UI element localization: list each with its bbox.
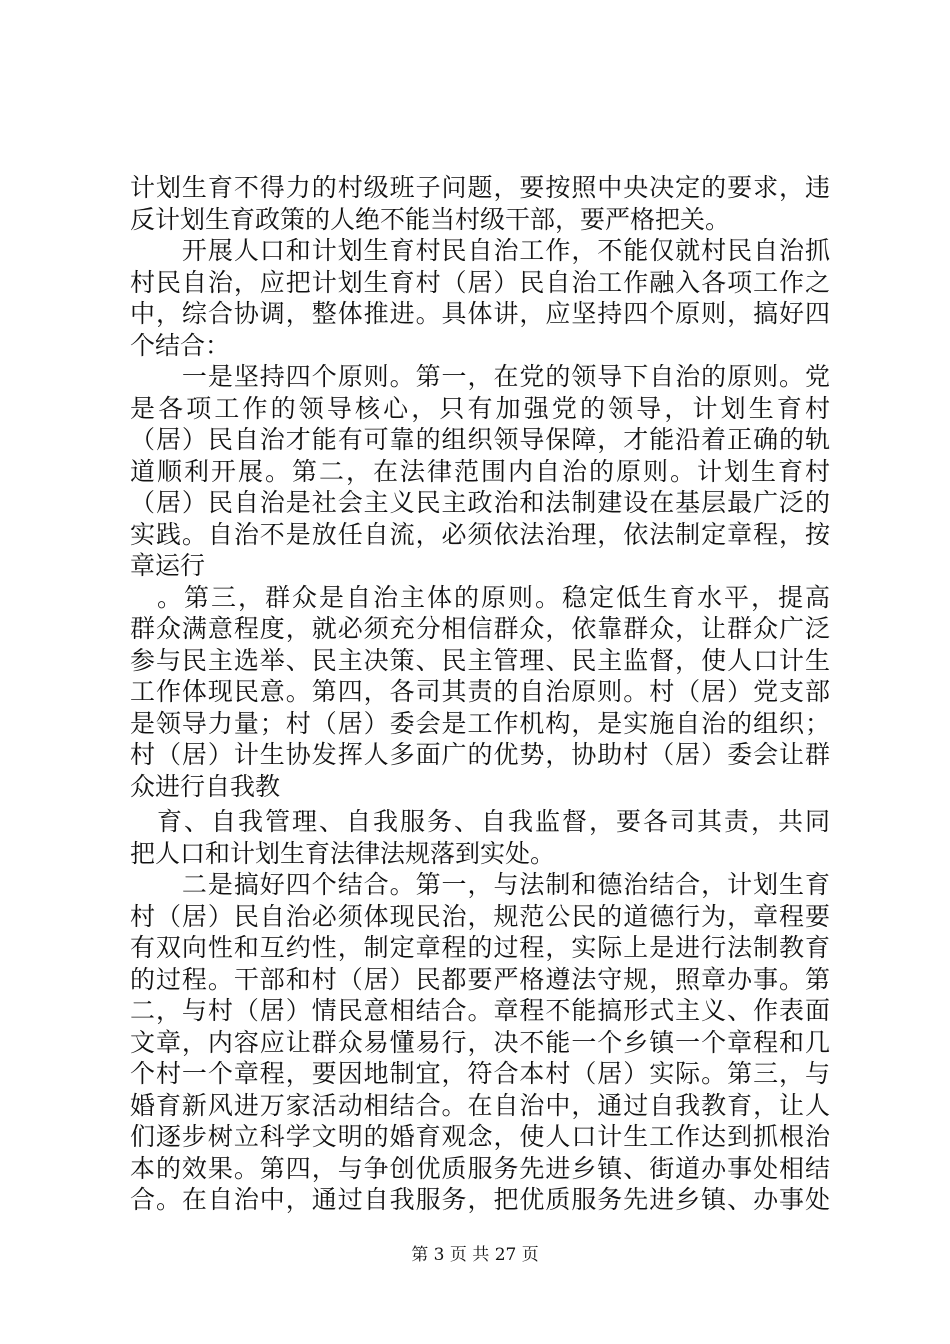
text-line-16: 参与民主选举、民主决策、民主管理、民主监督，使人口计生 bbox=[130, 645, 830, 675]
text-line-18: 是领导力量；村（居）委会是工作机构，是实施自治的组织； bbox=[130, 708, 830, 738]
text-line-12: 实践。自治不是放任自流，必须依法治理，依法制定章程，按 bbox=[130, 519, 830, 549]
text-line-24: 村（居）民自治必须体现民治，规范公民的道德行为，章程要 bbox=[130, 901, 830, 931]
text-line-14: 。第三，群众是自治主体的原则。稳定低生育水平，提高 bbox=[130, 582, 830, 612]
text-line-11: （居）民自治是社会主义民主政治和法制建设在基层最广泛的 bbox=[130, 488, 830, 517]
text-line-15: 群众满意程度，就必须充分相信群众，依靠群众，让群众广泛 bbox=[130, 614, 830, 643]
text-line-7: 一是坚持四个原则。第一，在党的领导下自治的原则。党 bbox=[130, 362, 830, 391]
text-line-19: 村（居）计生协发挥人多面广的优势，协助村（居）委会让群 bbox=[130, 740, 830, 769]
page-number-footer: 第 3 页 共 27 页 bbox=[411, 1245, 539, 1265]
text-line-28: 文章，内容应让群众易懂易行，决不能一个乡镇一个章程和几 bbox=[130, 1027, 830, 1057]
text-line-22: 把人口和计划生育法律法规落到实处。 bbox=[130, 838, 556, 868]
text-line-4: 村民自治，应把计划生育村（居）民自治工作融入各项工作之 bbox=[130, 267, 830, 297]
text-line-32: 本的效果。第四，与争创优质服务先进乡镇、街道办事处相结 bbox=[130, 1153, 830, 1183]
text-line-31: 们逐步树立科学文明的婚育观念，使人口计生工作达到抓根治 bbox=[130, 1122, 830, 1151]
text-line-26: 的过程。干部和村（居）民都要严格遵法守规，照章办事。第 bbox=[130, 964, 830, 994]
text-line-29: 个村一个章程，要因地制宜，符合本村（居）实际。第三，与 bbox=[130, 1059, 830, 1088]
text-line-30: 婚育新风进万家活动相结合。在自治中，通过自我教育，让人 bbox=[130, 1090, 830, 1120]
text-line-6: 个结合： bbox=[130, 330, 231, 360]
text-line-10: 道顺利开展。第二，在法律范围内自治的原则。计划生育村 bbox=[130, 456, 830, 486]
text-line-33: 合。在自治中，通过自我服务，把优质服务先进乡镇、办事处 bbox=[130, 1185, 830, 1214]
text-line-23: 二是搞好四个结合。第一，与法制和德治结合，计划生育 bbox=[130, 870, 830, 899]
text-line-27: 二，与村（居）情民意相结合。章程不能搞形式主义、作表面 bbox=[130, 996, 830, 1025]
text-line-21: 育、自我管理、自我服务、自我监督，要各司其责，共同 bbox=[130, 807, 830, 836]
text-line-25: 有双向性和互约性，制定章程的过程，实际上是进行法制教育 bbox=[130, 933, 830, 962]
text-line-9: （居）民自治才能有可靠的组织领导保障，才能沿着正确的轨 bbox=[130, 425, 830, 454]
text-line-2: 反计划生育政策的人绝不能当村级干部，要严格把关。 bbox=[130, 204, 731, 234]
text-line-8: 是各项工作的领导核心，只有加强党的领导，计划生育村 bbox=[130, 393, 830, 423]
text-line-13: 章运行 bbox=[130, 551, 206, 580]
text-line-5: 中，综合协调，整体推进。具体讲，应坚持四个原则，搞好四 bbox=[130, 299, 830, 328]
text-line-17: 工作体现民意。第四，各司其责的自治原则。村（居）党支部 bbox=[130, 677, 830, 706]
text-line-3: 开展人口和计划生育村民自治工作，不能仅就村民自治抓 bbox=[130, 236, 830, 265]
text-line-20: 众进行自我教 bbox=[130, 771, 281, 801]
text-line-1: 计划生育不得力的村级班子问题，要按照中央决定的要求，违 bbox=[130, 173, 830, 202]
